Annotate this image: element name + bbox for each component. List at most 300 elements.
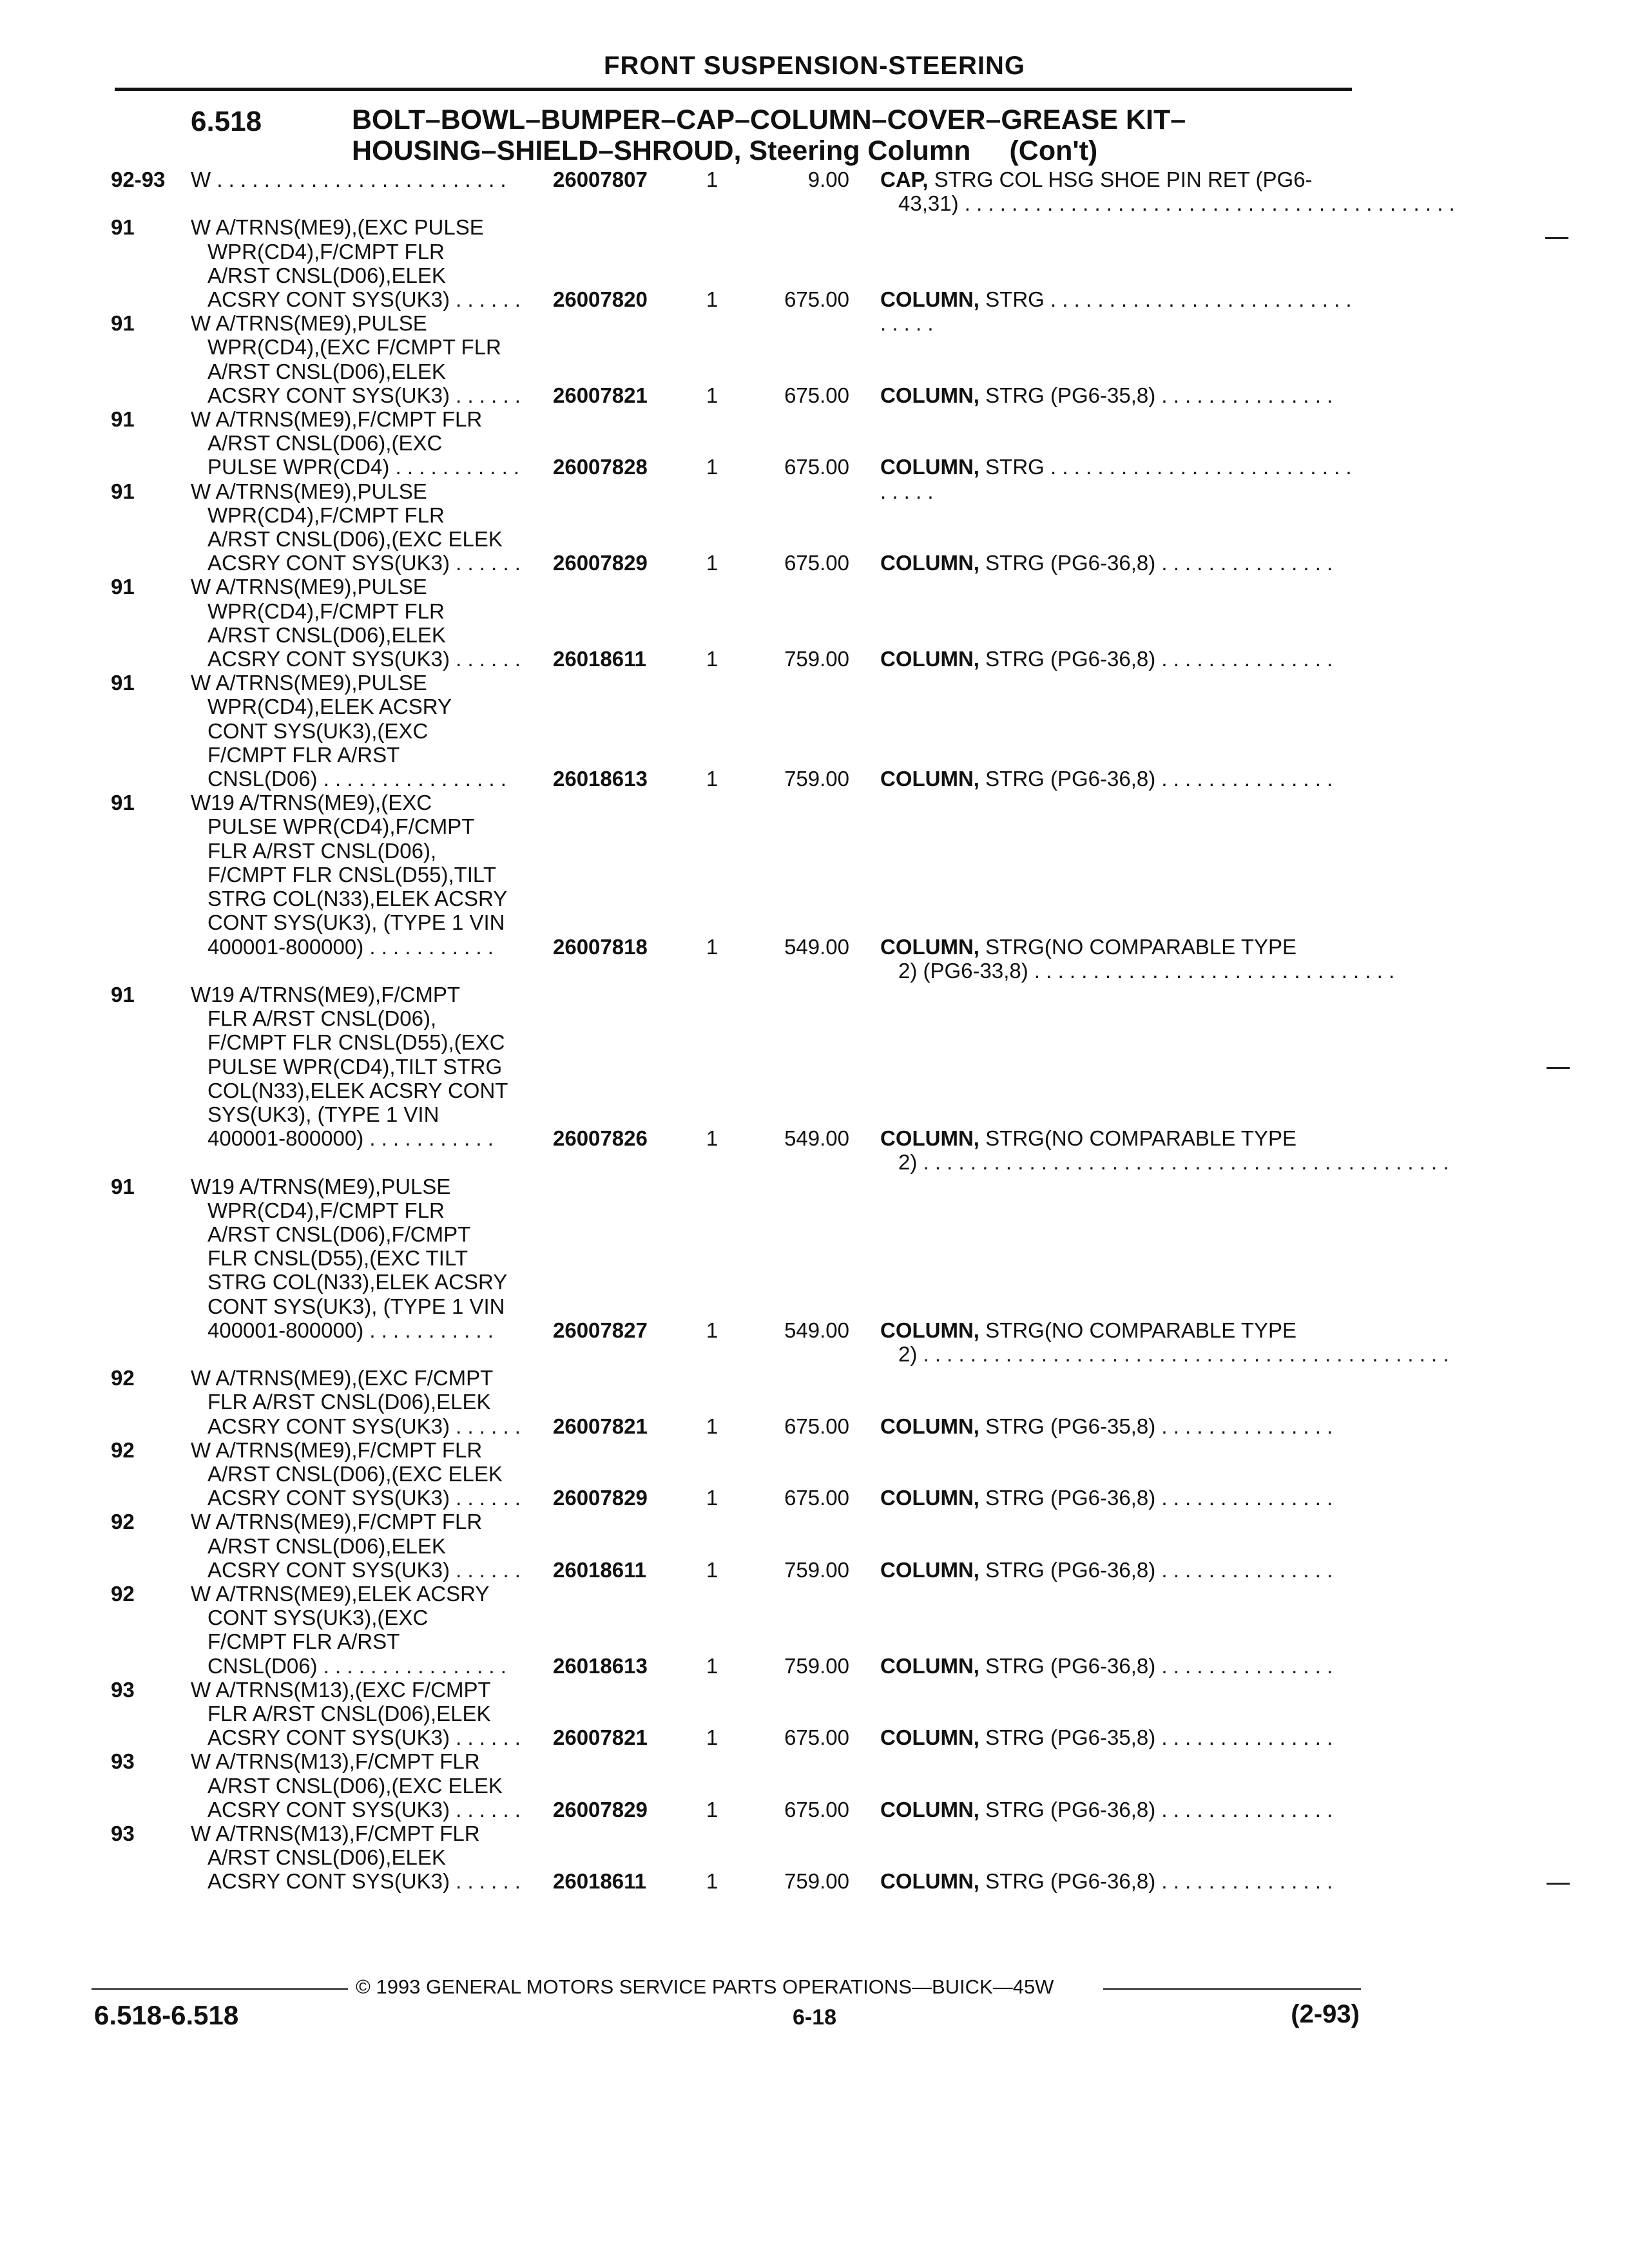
usage-line <box>191 719 539 743</box>
entry-columns <box>0 1486 1629 1510</box>
leader-dots: . . . . . . <box>449 647 521 671</box>
usage-line <box>191 1270 539 1294</box>
usage-line-text: F/CMPT FLR A/RST <box>207 1629 400 1654</box>
usage-line <box>191 1055 539 1079</box>
usage-line-text: CNSL(D06) <box>207 767 318 791</box>
part-description <box>880 767 1357 791</box>
part-number: 26007821 <box>553 1725 648 1750</box>
usage-line-text: A/RST CNSL(D06),F/CMPT <box>207 1222 471 1246</box>
part-description-noun: COLUMN, <box>880 455 979 479</box>
parts-entry <box>0 1749 1629 1821</box>
part-description-continued: 43,31) . . . . . . . . . . . . . . . . . . . . . . . . . . . . . . . . . . . . . . . . . . <box>898 191 1455 216</box>
part-number: 26018611 <box>553 1557 647 1582</box>
part-description <box>880 647 1357 671</box>
price: 759.00 <box>784 647 849 671</box>
leader-dots: . . . . . . . . . . . <box>389 455 520 479</box>
part-description-noun: COLUMN, <box>880 1869 979 1894</box>
usage-line-text: 400001-800000) <box>207 934 364 959</box>
leader-dots: . . . . . . . . . . . <box>363 1318 494 1342</box>
part-number: 26007807 <box>553 168 648 192</box>
entry-columns <box>0 647 1629 671</box>
parts-entry <box>0 1175 1629 1367</box>
parts-entry <box>0 671 1629 791</box>
part-description <box>880 168 1357 191</box>
usage-line-text: FLR CNSL(D55),(EXC TILT <box>207 1246 468 1271</box>
usage-line-text: F/CMPT FLR CNSL(D55),(EXC <box>207 1030 505 1055</box>
part-description <box>880 1318 1357 1342</box>
parts-entry <box>0 1438 1629 1510</box>
usage-line-text: W A/TRNS(ME9),PULSE <box>191 575 427 599</box>
usage-line-text: W A/TRNS(ME9),ELEK ACSRY <box>191 1581 490 1606</box>
leader-dots: . . . . . . <box>449 287 521 312</box>
usage-line <box>191 1175 539 1198</box>
quantity: 1 <box>706 647 718 671</box>
usage-line-text: ACSRY CONT SYS(UK3) <box>207 1414 450 1438</box>
part-description <box>880 1414 1357 1438</box>
part-description-text: STRG (PG6-36,8) . . . . . . . . . . . . . . . <box>985 767 1333 791</box>
quantity: 1 <box>706 551 718 575</box>
usage-line-text: CONT SYS(UK3),(EXC <box>207 718 429 743</box>
footer-copyright: © 1993 GENERAL MOTORS SERVICE PARTS OPERATIONS—BUICK—45W <box>356 1975 1054 1998</box>
parts-entry <box>0 479 1629 575</box>
usage-line-text: A/RST CNSL(D06),(EXC ELEK <box>207 1773 503 1798</box>
quantity: 1 <box>706 287 718 312</box>
part-number: 26007821 <box>553 1414 648 1438</box>
leader-dots: . . . . . . <box>449 551 521 575</box>
leader-dots: . . . . . . <box>449 1414 521 1438</box>
part-description-noun: COLUMN, <box>880 287 979 312</box>
part-description-noun: COLUMN, <box>880 383 979 407</box>
usage-line <box>191 695 539 718</box>
parts-entry <box>0 1821 1629 1894</box>
leader-dots: . . . . . . . . . . . <box>363 934 494 959</box>
usage-line-text: ACSRY CONT SYS(UK3) <box>207 1486 450 1510</box>
usage-line <box>191 623 539 647</box>
usage-line-text: CONT SYS(UK3),(EXC <box>207 1606 429 1630</box>
entry-columns <box>0 935 1629 959</box>
usage-line-text: A/RST CNSL(D06),ELEK <box>207 359 446 383</box>
price: 675.00 <box>784 383 849 407</box>
part-description <box>880 1869 1357 1893</box>
usage-line-text: PULSE WPR(CD4) <box>207 455 390 479</box>
part-description <box>880 1798 1357 1821</box>
entry-columns <box>0 383 1629 407</box>
part-description-continued: 2) . . . . . . . . . . . . . . . . . . . . . . . . . . . . . . . . . . . . . . . . . . . . . <box>898 1341 1449 1366</box>
usage-description <box>191 1175 539 1342</box>
price: 759.00 <box>784 1653 849 1678</box>
part-number: 26018611 <box>553 1869 647 1894</box>
entry-columns <box>0 1414 1629 1438</box>
part-description-text: STRG . . . . . . . . . . . . . . . . . . . . . . . . . . . . . . . <box>880 287 1352 336</box>
usage-line-text: W <box>191 168 211 191</box>
model-year: 91 <box>111 791 135 815</box>
part-description <box>880 1654 1357 1678</box>
usage-line <box>191 1845 539 1869</box>
usage-line-text: A/RST CNSL(D06),(EXC ELEK <box>207 527 503 552</box>
usage-line-text: W A/TRNS(ME9),F/CMPT FLR <box>191 1437 483 1462</box>
price: 9.00 <box>807 168 849 192</box>
model-year: 91 <box>111 311 135 336</box>
usage-line <box>191 983 539 1006</box>
usage-line-text: W A/TRNS(ME9),PULSE <box>191 671 427 695</box>
model-year: 91 <box>111 575 135 599</box>
price: 759.00 <box>784 1557 849 1582</box>
quantity: 1 <box>706 1126 718 1151</box>
usage-line <box>191 264 539 287</box>
usage-line-text: CONT SYS(UK3), (TYPE 1 VIN <box>207 910 505 935</box>
usage-line-text: FLR A/RST CNSL(D06),ELEK <box>207 1390 491 1414</box>
usage-line <box>191 1390 539 1414</box>
quantity: 1 <box>706 1414 718 1438</box>
usage-line <box>191 1366 539 1390</box>
footer-rule-right <box>1103 1988 1361 1990</box>
usage-line-text: ACSRY CONT SYS(UK3) <box>207 1557 450 1582</box>
usage-line-text: PULSE WPR(CD4),F/CMPT <box>207 814 475 839</box>
usage-line <box>191 215 539 239</box>
usage-line-text: PULSE WPR(CD4),TILT STRG <box>207 1054 503 1079</box>
part-description-text: STRG (PG6-35,8) . . . . . . . . . . . . . . . <box>985 1414 1333 1438</box>
usage-description <box>191 983 539 1150</box>
part-description-text: STRG(NO COMPARABLE TYPE <box>985 934 1297 959</box>
usage-line <box>191 1582 539 1606</box>
footer-page-number: 6-18 <box>792 2005 837 2030</box>
usage-line-text: F/CMPT FLR CNSL(D55),TILT <box>207 862 496 887</box>
part-description-text: STRG (PG6-35,8) . . . . . . . . . . . . . . . <box>985 383 1333 407</box>
parts-entry <box>0 1678 1629 1750</box>
usage-line-text: FLR A/RST CNSL(D06), <box>207 838 437 863</box>
part-description-noun: COLUMN, <box>880 1725 979 1750</box>
parts-entry <box>0 1510 1629 1582</box>
leader-dots: . . . . . . <box>449 1725 521 1750</box>
parts-entry <box>0 168 1629 215</box>
usage-line <box>191 1678 539 1702</box>
part-description <box>880 383 1357 407</box>
part-description-noun: COLUMN, <box>880 934 979 959</box>
usage-line-text: CNSL(D06) <box>207 1653 318 1678</box>
usage-line <box>191 311 539 335</box>
price: 759.00 <box>784 1869 849 1894</box>
model-year: 91 <box>111 479 135 503</box>
price: 675.00 <box>784 1797 849 1821</box>
price: 549.00 <box>784 1126 849 1151</box>
usage-line <box>191 1030 539 1054</box>
leader-dots: . . . . . . . . . . . <box>363 1126 494 1151</box>
usage-line <box>191 1006 539 1030</box>
usage-line-text: W19 A/TRNS(ME9),PULSE <box>191 1174 451 1198</box>
usage-line-text: ACSRY CONT SYS(UK3) <box>207 647 450 671</box>
part-description-text: STRG (PG6-36,8) . . . . . . . . . . . . . . . <box>985 647 1333 671</box>
usage-line <box>191 1774 539 1798</box>
part-description-noun: COLUMN, <box>880 1126 979 1151</box>
parts-entry <box>0 983 1629 1175</box>
usage-line <box>191 407 539 431</box>
quantity: 1 <box>706 934 718 959</box>
usage-line-text: FLR A/RST CNSL(D06), <box>207 1006 437 1031</box>
entry-columns <box>0 1869 1629 1893</box>
usage-line-text: WPR(CD4),ELEK ACSRY <box>207 695 452 719</box>
leader-dots: . . . . . . <box>449 383 521 407</box>
usage-line <box>191 1510 539 1533</box>
usage-line <box>191 1462 539 1486</box>
usage-line-text: W A/TRNS(M13),F/CMPT FLR <box>191 1821 480 1846</box>
usage-line <box>191 1821 539 1845</box>
usage-line-text: W A/TRNS(ME9),F/CMPT FLR <box>191 407 483 432</box>
model-year: 92 <box>111 1437 135 1462</box>
part-number: 26007826 <box>553 1126 648 1151</box>
usage-line <box>191 240 539 264</box>
usage-line-text: ACSRY CONT SYS(UK3) <box>207 287 450 312</box>
model-year: 91 <box>111 407 135 432</box>
entry-columns <box>0 1318 1629 1342</box>
price: 675.00 <box>784 287 849 312</box>
leader-dots: . . . . . . . . . . . . . . . . <box>317 767 506 791</box>
part-description-text: STRG (PG6-36,8) . . . . . . . . . . . . . . . <box>985 551 1333 575</box>
usage-line <box>191 814 539 838</box>
price: 549.00 <box>784 934 849 959</box>
quantity: 1 <box>706 767 718 791</box>
usage-description <box>191 791 539 958</box>
usage-line-text: SYS(UK3), (TYPE 1 VIN <box>207 1102 439 1126</box>
model-year: 91 <box>111 982 135 1006</box>
part-number: 26018613 <box>553 1653 648 1678</box>
usage-line-text: STRG COL(N33),ELEK ACSRY <box>207 1270 508 1294</box>
usage-line <box>191 431 539 455</box>
part-number: 26007818 <box>553 934 648 959</box>
usage-line-text: WPR(CD4),(EXC F/CMPT FLR <box>207 335 501 360</box>
usage-line <box>191 575 539 599</box>
part-description-noun: COLUMN, <box>880 1557 979 1582</box>
part-description <box>880 1126 1357 1150</box>
price: 549.00 <box>784 1318 849 1342</box>
usage-line-text: W19 A/TRNS(ME9),(EXC <box>191 791 432 815</box>
usage-line-text: W A/TRNS(ME9),PULSE <box>191 479 427 503</box>
page-header-title: FRONT SUSPENSION-STEERING <box>604 52 1025 80</box>
usage-line-text: W19 A/TRNS(ME9),F/CMPT <box>191 982 461 1006</box>
usage-line <box>191 599 539 623</box>
part-description-noun: COLUMN, <box>880 1653 979 1678</box>
part-number: 26007827 <box>553 1318 648 1342</box>
header-rule <box>115 88 1352 91</box>
quantity: 1 <box>706 1869 718 1894</box>
entry-columns <box>0 1654 1629 1678</box>
usage-line-text: ACSRY CONT SYS(UK3) <box>207 383 450 407</box>
part-number: 26007821 <box>553 383 648 407</box>
entry-columns <box>0 168 1629 191</box>
quantity: 1 <box>706 383 718 407</box>
entry-columns <box>0 767 1629 791</box>
price: 675.00 <box>784 1725 849 1750</box>
part-description-noun: COLUMN, <box>880 1318 979 1342</box>
usage-line-text: WPR(CD4),F/CMPT FLR <box>207 503 445 527</box>
model-year: 92 <box>111 1366 135 1390</box>
usage-line <box>191 743 539 767</box>
footer-section-range: 6.518-6.518 <box>94 2000 239 2030</box>
model-year: 93 <box>111 1821 135 1846</box>
part-description-text: STRG(NO COMPARABLE TYPE <box>985 1126 1297 1151</box>
usage-line <box>191 1102 539 1126</box>
part-description <box>880 935 1357 959</box>
footer-rule-left <box>92 1988 348 1990</box>
margin-tick-mark <box>1547 1067 1570 1069</box>
quantity: 1 <box>706 455 718 479</box>
section-title-line2 <box>352 135 1357 166</box>
usage-line <box>191 360 539 383</box>
model-year: 92 <box>111 1510 135 1534</box>
usage-line-text: ACSRY CONT SYS(UK3) <box>207 551 450 575</box>
leader-dots: . . . . . . <box>449 1869 521 1894</box>
usage-line-text: W A/TRNS(ME9),F/CMPT FLR <box>191 1510 483 1534</box>
quantity: 1 <box>706 1725 718 1750</box>
usage-line <box>191 1294 539 1318</box>
margin-tick-mark <box>1547 1883 1570 1885</box>
quantity: 1 <box>706 1797 718 1821</box>
section-title-line1: BOLT–BOWL–BUMPER–CAP–COLUMN–COVER–GREASE KIT– <box>352 104 1186 135</box>
parts-entry <box>0 791 1629 983</box>
parts-entry <box>0 575 1629 671</box>
usage-line-text: W A/TRNS(ME9),(EXC F/CMPT <box>191 1366 494 1390</box>
part-description-noun: COLUMN, <box>880 551 979 575</box>
part-description-continued: 2) (PG6-33,8) . . . . . . . . . . . . . . . . . . . . . . . . . . . . . . . <box>898 958 1395 983</box>
usage-line-text: ACSRY CONT SYS(UK3) <box>207 1869 450 1894</box>
usage-line-text: A/RST CNSL(D06),(EXC <box>207 431 443 456</box>
usage-line <box>191 1629 539 1653</box>
part-number: 26007829 <box>553 1486 648 1510</box>
model-year: 91 <box>111 215 135 240</box>
usage-line-text: A/RST CNSL(D06),ELEK <box>207 1845 446 1870</box>
model-year: 93 <box>111 1677 135 1702</box>
usage-line-text: 400001-800000) <box>207 1126 364 1151</box>
usage-line-text: W A/TRNS(ME9),PULSE <box>191 311 427 336</box>
model-year: 92 <box>111 1581 135 1606</box>
quantity: 1 <box>706 1486 718 1510</box>
part-description-text: STRG (PG6-36,8) . . . . . . . . . . . . . . . <box>985 1486 1333 1510</box>
usage-line-text: FLR A/RST CNSL(D06),ELEK <box>207 1702 491 1725</box>
usage-line-text: ACSRY CONT SYS(UK3) <box>207 1725 450 1750</box>
usage-line-text: A/RST CNSL(D06),ELEK <box>207 1533 446 1558</box>
model-year: 93 <box>111 1749 135 1774</box>
usage-line <box>191 1198 539 1222</box>
quantity: 1 <box>706 1653 718 1678</box>
usage-line <box>191 1222 539 1246</box>
part-description-continued: 2) . . . . . . . . . . . . . . . . . . . . . . . . . . . . . . . . . . . . . . . . . . . . . <box>898 1150 1449 1175</box>
price: 675.00 <box>784 455 849 479</box>
leader-dots: . . . . . . <box>449 1486 521 1510</box>
parts-entry <box>0 311 1629 407</box>
part-description <box>880 1558 1357 1582</box>
usage-line-text: ACSRY CONT SYS(UK3) <box>207 1797 450 1821</box>
usage-line <box>191 910 539 934</box>
part-number: 26007820 <box>553 287 648 312</box>
usage-line-text: WPR(CD4),F/CMPT FLR <box>207 599 445 623</box>
usage-line-text: 400001-800000) <box>207 1318 364 1342</box>
entry-columns <box>0 1798 1629 1821</box>
part-description-text: STRG(NO COMPARABLE TYPE <box>985 1318 1297 1342</box>
margin-tick-mark <box>1545 237 1568 239</box>
footer-date: (2-93) <box>1291 2000 1360 2028</box>
part-description-text: STRG (PG6-36,8) . . . . . . . . . . . . . . . <box>985 1653 1333 1678</box>
leader-dots: . . . . . . <box>449 1797 521 1821</box>
quantity: 1 <box>706 1318 718 1342</box>
usage-line <box>191 1606 539 1629</box>
entry-columns <box>0 1126 1629 1150</box>
parts-list <box>0 168 1629 1894</box>
part-description-noun: COLUMN, <box>880 767 979 791</box>
part-number: 26018613 <box>553 767 648 791</box>
section-number: 6.518 <box>191 106 262 137</box>
part-description <box>880 1486 1357 1510</box>
price: 675.00 <box>784 1414 849 1438</box>
usage-line-text: WPR(CD4),F/CMPT FLR <box>207 1198 445 1222</box>
part-description-text: STRG (PG6-36,8) . . . . . . . . . . . . . . . <box>985 1869 1333 1894</box>
usage-line-text: W A/TRNS(M13),(EXC F/CMPT <box>191 1677 491 1702</box>
usage-line-text: COL(N33),ELEK ACSRY CONT <box>207 1078 508 1102</box>
usage-line <box>191 335 539 359</box>
usage-line-text: STRG COL(N33),ELEK ACSRY <box>207 887 508 911</box>
usage-line-text: W A/TRNS(ME9),(EXC PULSE <box>191 215 484 240</box>
usage-line <box>191 503 539 527</box>
parts-entry <box>0 1582 1629 1678</box>
usage-line-text: A/RST CNSL(D06),ELEK <box>207 263 446 287</box>
model-year: 91 <box>111 671 135 695</box>
usage-line-text: F/CMPT FLR A/RST <box>207 742 400 767</box>
part-description-noun: CAP, <box>880 168 929 192</box>
usage-line <box>191 887 539 910</box>
usage-line <box>191 1246 539 1270</box>
entry-columns <box>0 1558 1629 1582</box>
usage-line <box>191 1534 539 1558</box>
usage-line <box>191 1079 539 1102</box>
entry-columns <box>0 1725 1629 1749</box>
part-description-text: STRG COL HSG SHOE PIN RET (PG6- <box>934 168 1313 192</box>
part-description <box>880 1725 1357 1749</box>
leader-dots: . . . . . . <box>449 1557 521 1582</box>
part-description-noun: COLUMN, <box>880 1797 979 1821</box>
part-description-text: STRG . . . . . . . . . . . . . . . . . . . . . . . . . . . . . . . <box>880 455 1352 503</box>
usage-line-text: W A/TRNS(M13),F/CMPT FLR <box>191 1749 480 1774</box>
price: 675.00 <box>784 1486 849 1510</box>
section-title <box>352 104 1357 166</box>
price: 675.00 <box>784 551 849 575</box>
part-description-noun: COLUMN, <box>880 647 979 671</box>
part-description-noun: COLUMN, <box>880 1486 979 1510</box>
leader-dots: . . . . . . . . . . . . . . . . . . . . . . . . . <box>211 168 506 191</box>
parts-entry <box>0 1366 1629 1438</box>
part-number: 26007829 <box>553 551 648 575</box>
usage-line <box>191 839 539 863</box>
model-year: 91 <box>111 1174 135 1198</box>
part-description-text: STRG (PG6-35,8) . . . . . . . . . . . . . . . <box>985 1725 1333 1750</box>
quantity: 1 <box>706 1557 718 1582</box>
part-number: 26018611 <box>553 647 647 671</box>
price: 759.00 <box>784 767 849 791</box>
usage-line-text: WPR(CD4),F/CMPT FLR <box>207 239 445 264</box>
usage-line <box>191 527 539 551</box>
part-description-text: STRG (PG6-36,8) . . . . . . . . . . . . . . . <box>985 1797 1333 1821</box>
part-number: 26007828 <box>553 455 648 479</box>
entry-columns <box>0 551 1629 575</box>
usage-line-text: A/RST CNSL(D06),(EXC ELEK <box>207 1461 503 1486</box>
usage-line <box>191 1438 539 1462</box>
part-number: 26007829 <box>553 1797 648 1821</box>
usage-line <box>191 671 539 695</box>
part-description <box>880 551 1357 575</box>
usage-line-text: CONT SYS(UK3), (TYPE 1 VIN <box>207 1294 505 1318</box>
quantity: 1 <box>706 168 718 192</box>
section-title-continued: (Con't) <box>1009 135 1098 166</box>
usage-line <box>191 1749 539 1773</box>
leader-dots: . . . . . . . . . . . . . . . . <box>317 1653 506 1678</box>
model-year: 92-93 <box>111 168 166 191</box>
